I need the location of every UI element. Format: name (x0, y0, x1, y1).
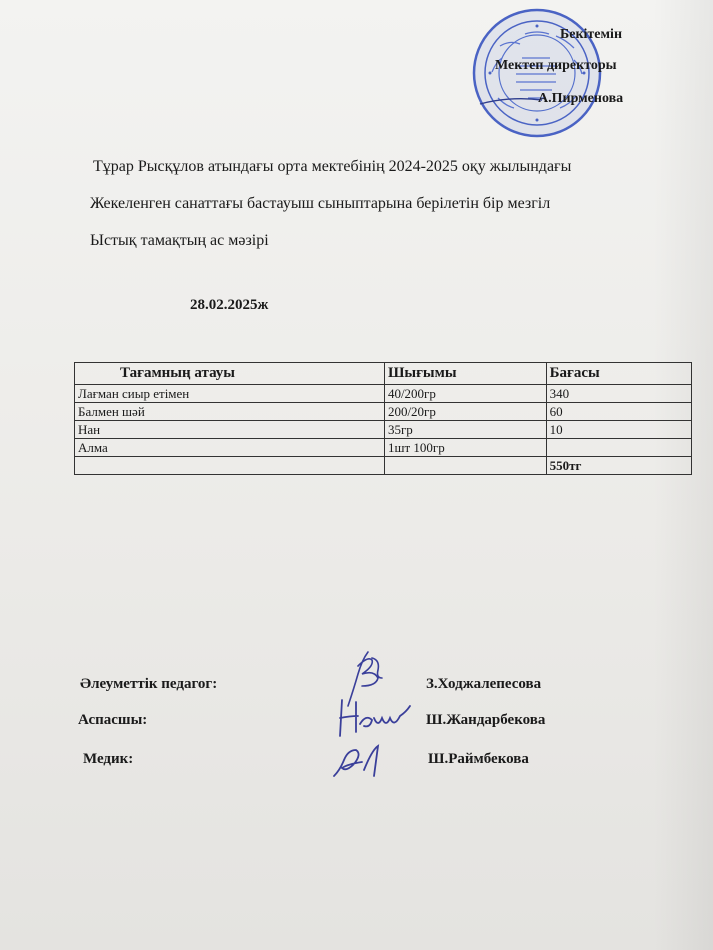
table-header-row (75, 363, 692, 385)
dish-price: 60 (546, 403, 691, 421)
dish-yield: 40/200гр (384, 385, 546, 403)
signature-name: Ш.Раймбекова (428, 751, 529, 767)
total-empty-cell (75, 457, 385, 475)
table-row (75, 439, 692, 457)
menu-table (74, 362, 692, 475)
menu-date: 28.02.2025ж (190, 297, 269, 313)
table-total-row (75, 457, 692, 475)
heading-line-2: Жекеленген санаттағы бастауыш сыныптарына берілетін бір мезгіл (90, 195, 551, 212)
dish-yield: 35гр (384, 421, 546, 439)
dish-name: Балмен шәй (75, 403, 385, 421)
table-row (75, 385, 692, 403)
header-dish-name: Тағамның атауы (75, 363, 385, 385)
heading-line-3: Ыстық тамақтың ас мәзірі (90, 232, 269, 249)
dish-price (546, 439, 691, 457)
dish-yield: 200/20гр (384, 403, 546, 421)
signature-role: Аспасшы: (78, 712, 148, 728)
dish-yield: 1шт 100гр (384, 439, 546, 457)
total-price: 550тг (546, 457, 691, 475)
header-price: Бағасы (546, 363, 691, 385)
signature-role: Медик: (83, 751, 134, 767)
table-row (75, 421, 692, 439)
dish-price: 340 (546, 385, 691, 403)
signature-name: Ш.Жандарбекова (426, 712, 546, 728)
total-empty-cell (384, 457, 546, 475)
dish-name: Лағман сиыр етімен (75, 385, 385, 403)
signature-name: З.Ходжалепесова (426, 676, 542, 692)
signature-role: Әлеуметтік педагог: (80, 676, 218, 692)
heading-line-1: Тұрар Рысқұлов атындағы орта мектебінің 2024-2025 оқу жылындағы (93, 158, 572, 175)
dish-name: Нан (75, 421, 385, 439)
approval-position: Мектеп директоры (495, 58, 617, 73)
dish-name: Алма (75, 439, 385, 457)
dish-price: 10 (546, 421, 691, 439)
handwritten-signature (330, 740, 410, 780)
header-yield: Шығымы (384, 363, 546, 385)
handwritten-signature (332, 696, 418, 740)
approval-title: Бекітемін (560, 27, 623, 42)
approval-director-name: А.Пирменова (538, 91, 624, 106)
table-row (75, 403, 692, 421)
page-shadow (653, 0, 713, 950)
